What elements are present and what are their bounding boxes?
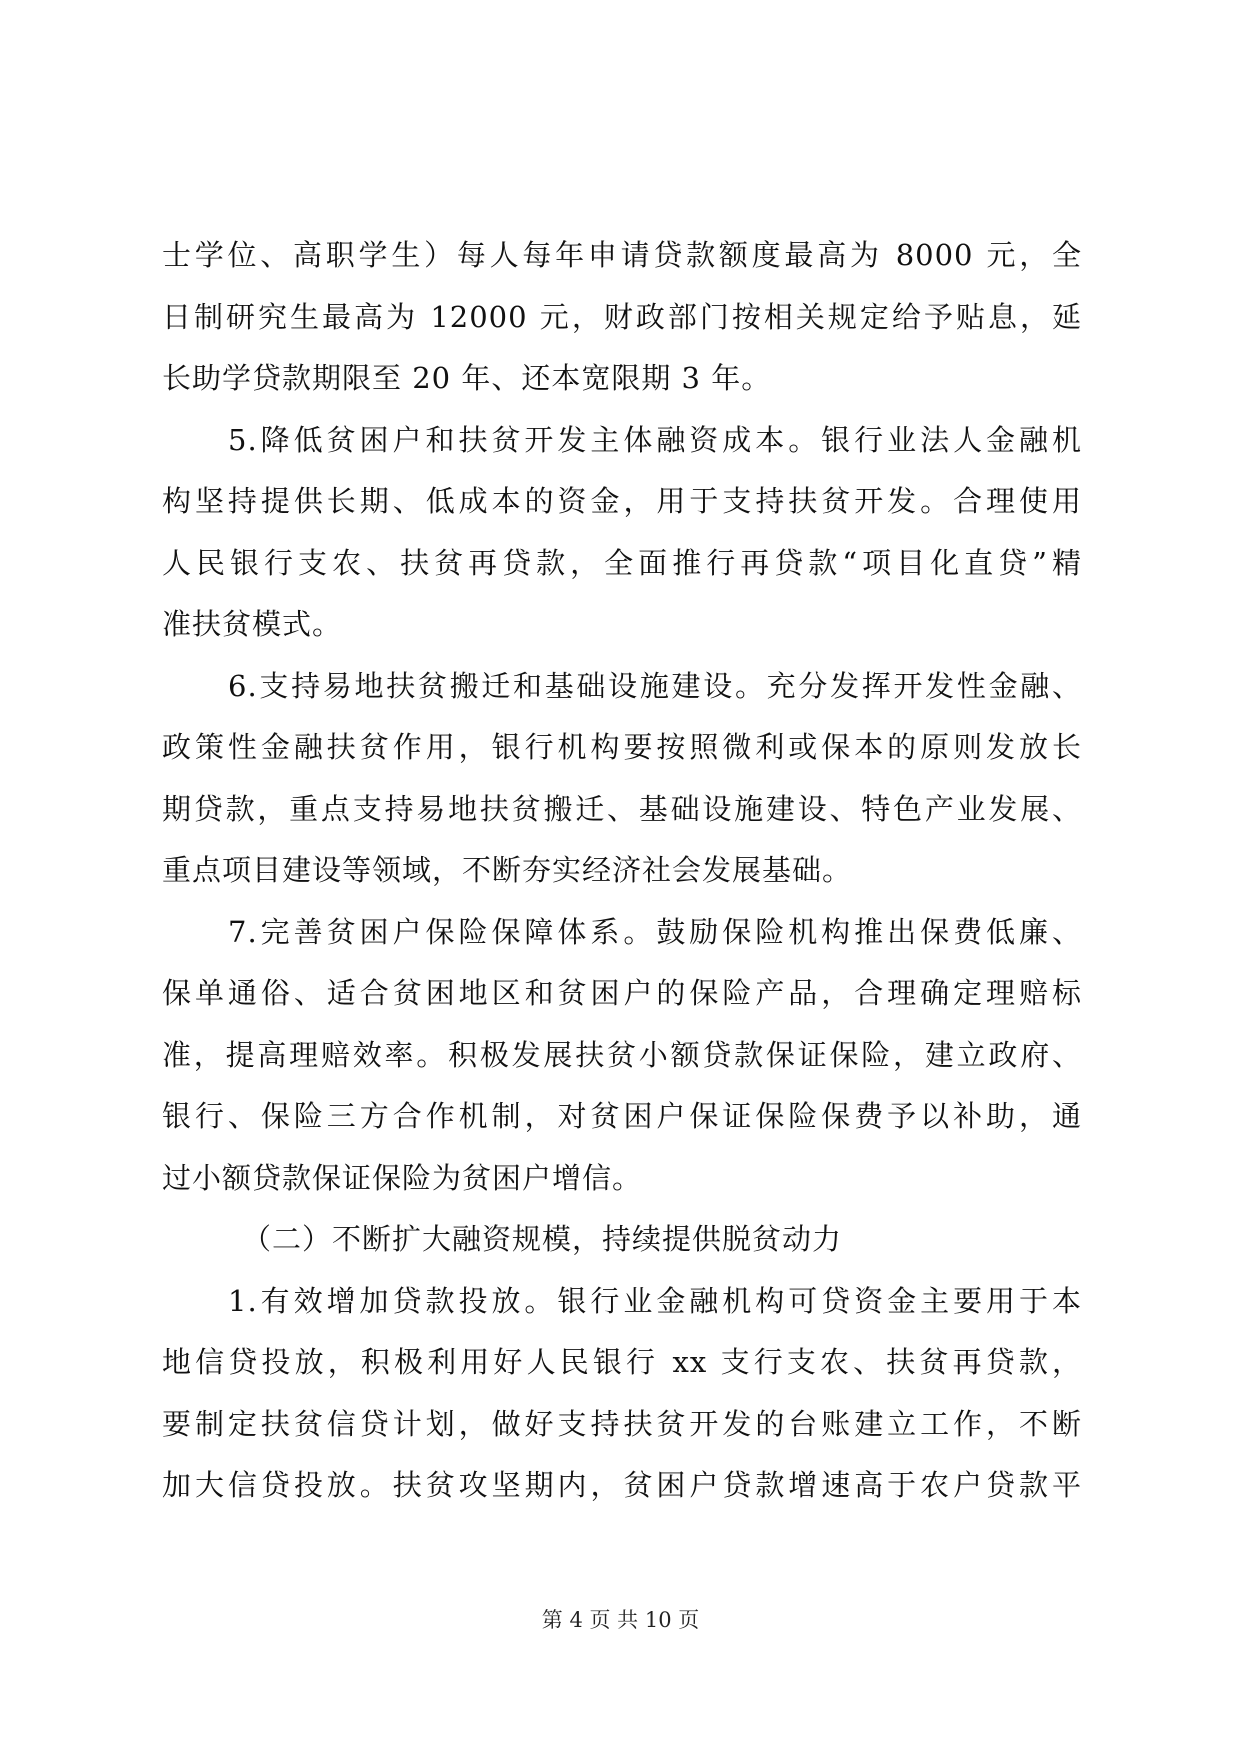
text-line: 日制研究生最高为 12000 元，财政部门按相关规定给予贴息，延 — [162, 299, 1082, 334]
document-body — [162, 225, 1082, 1517]
paragraph-6-first-line: 6.支持易地扶贫搬迁和基础设施建设。充分发挥开发性金融、 — [228, 668, 1082, 703]
text-line: 期贷款，重点支持易地扶贫搬迁、基础设施建设、特色产业发展、 — [162, 791, 1082, 826]
paragraph-1-first-line: 1.有效增加贷款投放。银行业金融机构可贷资金主要用于本 — [228, 1283, 1082, 1318]
text-line: 重点项目建设等领域，不断夯实经济社会发展基础。 — [162, 853, 853, 887]
paragraph-5-first-line: 5.降低贫困户和扶贫开发主体融资成本。银行业法人金融机 — [228, 422, 1082, 457]
text-line: 地信贷投放，积极利用好人民银行 xx 支行支农、扶贫再贷款， — [162, 1345, 1082, 1379]
text-line: 人民银行支农、扶贫再贷款，全面推行再贷款“项目化直贷”精 — [162, 545, 1082, 580]
text-line: 银行、保险三方合作机制，对贫困户保证保险保费予以补助，通 — [162, 1099, 1082, 1133]
text-line: 士学位、高职学生）每人每年申请贷款额度最高为 8000 元，全 — [162, 238, 1082, 272]
text-line: 构坚持提供长期、低成本的资金，用于支持扶贫开发。合理使用 — [162, 484, 1082, 518]
text-line: 过小额贷款保证保险为贫困户增信。 — [162, 1160, 643, 1195]
text-line: 保单通俗、适合贫困地区和贫困户的保险产品，合理确定理赔标 — [162, 976, 1082, 1010]
text-line: 要制定扶贫信贷计划，做好支持扶贫开发的台账建立工作，不断 — [162, 1406, 1082, 1441]
paragraph-7-first-line: 7.完善贫困户保险保障体系。鼓励保险机构推出保费低廉、 — [228, 914, 1082, 949]
section-heading: （二）不断扩大融资规模，持续提供脱贫动力 — [242, 1222, 843, 1256]
text-line: 政策性金融扶贫作用，银行机构要按照微利或保本的原则发放长 — [162, 730, 1082, 764]
text-line: 加大信贷投放。扶贫攻坚期内，贫困户贷款增速高于农户贷款平 — [162, 1468, 1082, 1502]
text-line: 长助学贷款期限至 20 年、还本宽限期 3 年。 — [162, 361, 772, 395]
page-number-footer: 第 4 页 共 10 页 — [541, 1608, 700, 1632]
text-line: 准扶贫模式。 — [162, 607, 343, 641]
text-line: 准，提高理赔效率。积极发展扶贫小额贷款保证保险，建立政府、 — [162, 1037, 1082, 1072]
